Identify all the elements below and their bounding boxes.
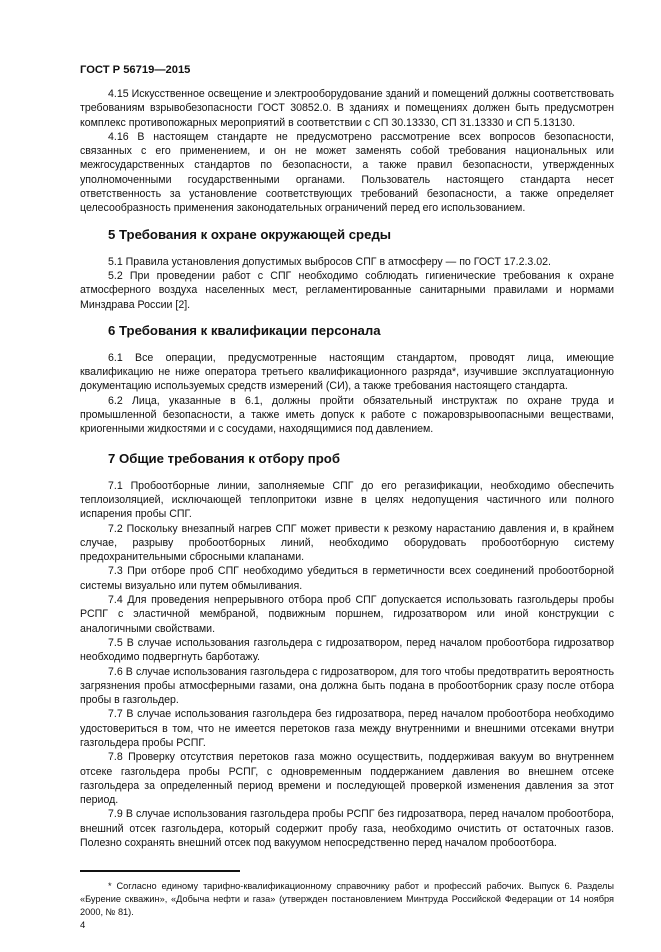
paragraph-7-8: 7.8 Проверку отсутствия перетоков газа можно осуществить, поддерживая вакуум во внутреннем отсеке газгольдера пробы РСПГ, с одновременным поддержанием давления во внешнем отсеке газгольдера за определенный период времени и последующей проверкой изменения давления за этот период. (80, 751, 614, 807)
footnote-separator (80, 870, 240, 872)
section-6-heading: 6 Требования к квалификации персонала (108, 322, 381, 338)
paragraph-6-2: 6.2 Лица, указанные в 6.1, должны пройти обязательный инструктаж по охране труда и промышленной безопасности, а также иметь допуск к работе с пожаровзрывоопасными веществами, криогенными жидкостями и с сосудами, находящимися под давлением. (80, 394, 614, 436)
paragraph-5-1: 5.1 Правила установления допустимых выбросов СПГ в атмосферу — по ГОСТ 17.2.3.02. (108, 255, 551, 268)
paragraph-7-3: 7.3 При отборе проб СПГ необходимо убедиться в герметичности всех соединений пробоотборной системы визуально или путем обмыливания. (80, 565, 614, 592)
section-5-heading: 5 Требования к охране окружающей среды (108, 226, 392, 242)
page-number: 4 (80, 920, 86, 932)
paragraph-7-9: 7.9 В случае использования газгольдера пробы РСПГ без гидрозатвора, перед началом пробоотбора, внешний отсек газгольдера, который содержит пробу газа, необходимо очистить от остаточных газов. Полезно сохранять внешний отсек под вакуумом непосредственно перед началом пробоотбора. (80, 808, 614, 850)
document-header: ГОСТ Р 56719—2015 (80, 64, 191, 76)
paragraph-7-6: 7.6 В случае использования газгольдера с гидрозатвором, для того чтобы предотвратить вероятность загрязнения пробы атмосферными газами, она должна быть подана в пробоотборник сразу после отбора пробы в газгольдер. (80, 665, 614, 707)
paragraph-5-2: 5.2 При проведении работ с СПГ необходимо соблюдать гигиенические требования к охране атмосферного воздуха населенных мест, регламентированные санитарными правилами и нормами Минздрава России [2]. (80, 269, 614, 311)
paragraph-7-7: 7.7 В случае использования газгольдера без гидрозатвора, перед началом пробоотбора необходимо удостовериться в том, что не имеется перетоков газа между внутренними и внешними отсеками внутри газгольдера пробы РСПГ. (80, 708, 614, 749)
footnote: * Согласно единому тарифно-квалификационному справочнику работ и профессий рабочих. Выпуск 6. Разделы «Бурение скважин», «Добыча нефти и газа» (утвержден постановлением Минтруда Российской Федерации от 14 ноября 2000, № 81). (80, 881, 614, 917)
paragraph-4-15: 4.15 Искусственное освещение и электрооборудование зданий и помещений должны соответствовать требованиям взрывобезопасности ГОСТ 30852.0. В зданиях и помещениях должен быть предусмотрен комплекс противопожарных мероприятий в соответствии с СП 30.13330, СП 31.13330 и СП 5.13130. (80, 88, 614, 129)
paragraph-7-1: 7.1 Пробоотборные линии, заполняемые СПГ до его регазификации, необходимо обеспечить теплоизоляцией, исключающей теплопритоки извне в целях недопущения частичного или полного испарения пробы СПГ. (80, 479, 614, 521)
document-body (80, 0, 614, 952)
section-7-heading: 7 Общие требования к отбору проб (108, 450, 340, 466)
paragraph-6-1: 6.1 Все операции, предусмотренные настоящим стандартом, проводят лица, имеющие квалификацию не ниже оператора третьего квалификационного разряда*, изучившие эксплуатационную документацию используемых средств измерений (СИ), а также требования настоящего стандарта. (80, 351, 614, 393)
paragraph-7-5: 7.5 В случае использования газгольдера с гидрозатвором, перед началом пробоотбора гидрозатвор необходимо подвергнуть барботажу. (80, 636, 614, 664)
paragraph-7-2: 7.2 Поскольку внезапный нагрев СПГ может привести к резкому нарастанию давления и, в крайнем случае, разрыву пробоотборных линий, необходимо оборудовать пробоотборную систему предохранительными сбросными клапанами. (80, 522, 614, 564)
paragraph-7-4: 7.4 Для проведения непрерывного отбора проб СПГ допускается использовать газгольдеры пробы РСПГ с эластичной мембраной, подвижным поршнем, гидрозатвором или иной конструкции с аналогичными свойствами. (80, 594, 614, 635)
paragraph-4-16: 4.16 В настоящем стандарте не предусмотрено рассмотрение всех вопросов безопасности, связанных с его применением, и он не может заменять собой требования национальных или межгосударственных стандартов по безопасности, а также правил безопасности, утвержденных уполномоченными государственными органами. Пользователь настоящего стандарта несет ответственность за установление соответствующих требований безопасности, а также определяет целесообразность применения законодательных ограничений перед его использованием. (80, 130, 614, 215)
